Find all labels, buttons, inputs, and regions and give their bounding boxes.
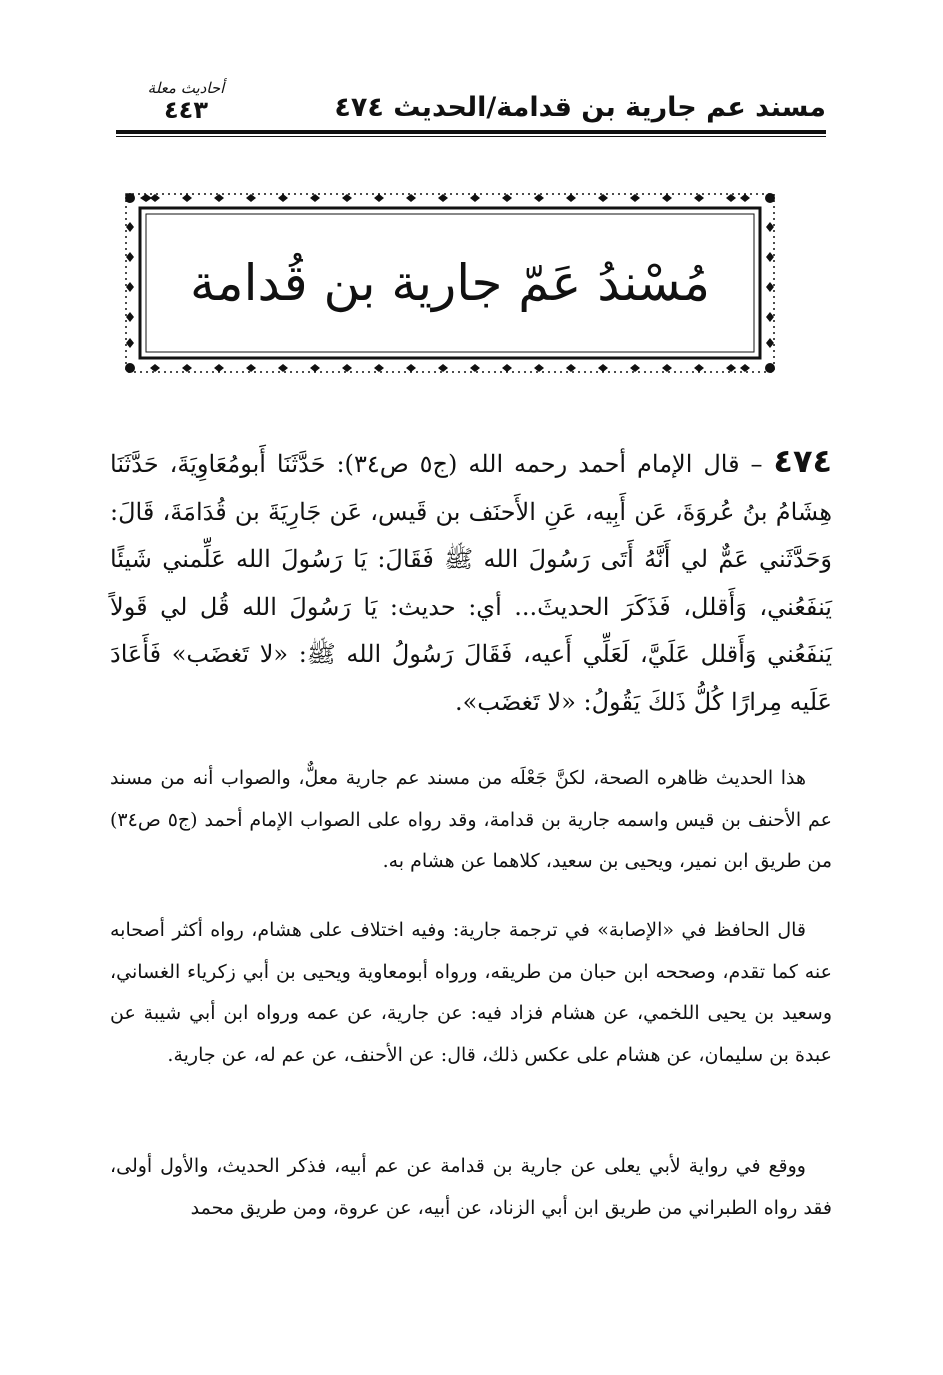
commentary-paragraph-1: هذا الحديث ظاهره الصحة، لكنَّ جَعْلَه من مسند عم جارية معلٌّ، والصواب أنه من مسند عم الأحنف بن قيس واسمه جارية بن قدامة، وقد رواه على الصواب الإمام أحمد (ج٥ ص٣٤) من طريق ابن نمير، ويحيى بن سعيد، كلاهما عن هشام به. bbox=[110, 767, 832, 872]
section-title: مُسْندُ عَمّ جارية بن قُدامة bbox=[189, 254, 711, 312]
section-title-frame bbox=[120, 188, 780, 378]
page-number-box bbox=[116, 78, 256, 122]
commentary-paragraph-2: قال الحافظ في «الإصابة» في ترجمة جارية: وفيه اختلاف على هشام، رواه أكثر أصحابه عنه كما تقدم، وصححه ابن حبان من طريقه، ورواه أبومعاوية ويحيى بن أبي زكرياء الغساني، وسعيد بن يحيى اللخمي، عن هشام فزاد فيه: عن جارية، عن عمه ورواه ابن أبي شيبة عن عبدة بن سليمان، عن هشام على عكس ذلك، قال: عن الأحنف، عن عم له، عن جارية. bbox=[110, 919, 832, 1066]
hadith-text: – قال الإمام أحمد رحمه الله (ج٥ ص٣٤): حَدَّثَنَا أَبومُعَاوِيَةَ، حَدَّثَنَا هِشَامُ بنُ عُروَةَ، عَن أَبِيه، عَنِ الأَحنَف بن قَيس، عَن جَارِيَةَ بن قُدَامَةَ، قَالَ: وَحَدَّثَني عَمٌّ لي أَنَّهُ أَتَى رَسُولَ الله ﷺ فَقَالَ: يَا رَسُولَ الله عَلِّمني شَيئًا يَنفَعُني، وَأَقلل، فَذَكَرَ الحديثَ... أي: حديث: يَا رَسُولَ الله قُل لي قَولاً يَنفَعُني وَأَقلل عَلَيَّ، لَعَلِّي أَعيه، فَقَالَ رَسُولُ الله ﷺ: «لا تَغضَب» فَأَعَادَ عَلَيه مِرارًا كُلُّ ذَلكَ يَقُولُ: «لا تَغضَب». bbox=[110, 450, 832, 716]
page-note: أحاديث معلة bbox=[147, 79, 225, 97]
page-number: ٤٤٣ bbox=[164, 96, 208, 124]
header-rule-thin bbox=[116, 136, 826, 137]
header-rule bbox=[116, 130, 826, 134]
hadith-number: ٤٧٤ bbox=[773, 442, 832, 480]
hadith-paragraph bbox=[110, 438, 832, 726]
commentary-paragraph-3: ووقع في رواية لأبي يعلى عن جارية بن قدامة عن عم أبيه، فذكر الحديث، والأول أولى، فقد رواه الطبراني من طريق ابن أبي الزناد، عن أبيه، عن عروة، ومن طريق محمد bbox=[110, 1155, 832, 1219]
page-header bbox=[116, 78, 826, 138]
running-title: مسند عم جارية بن قدامة/الحديث ٤٧٤ bbox=[334, 92, 826, 123]
